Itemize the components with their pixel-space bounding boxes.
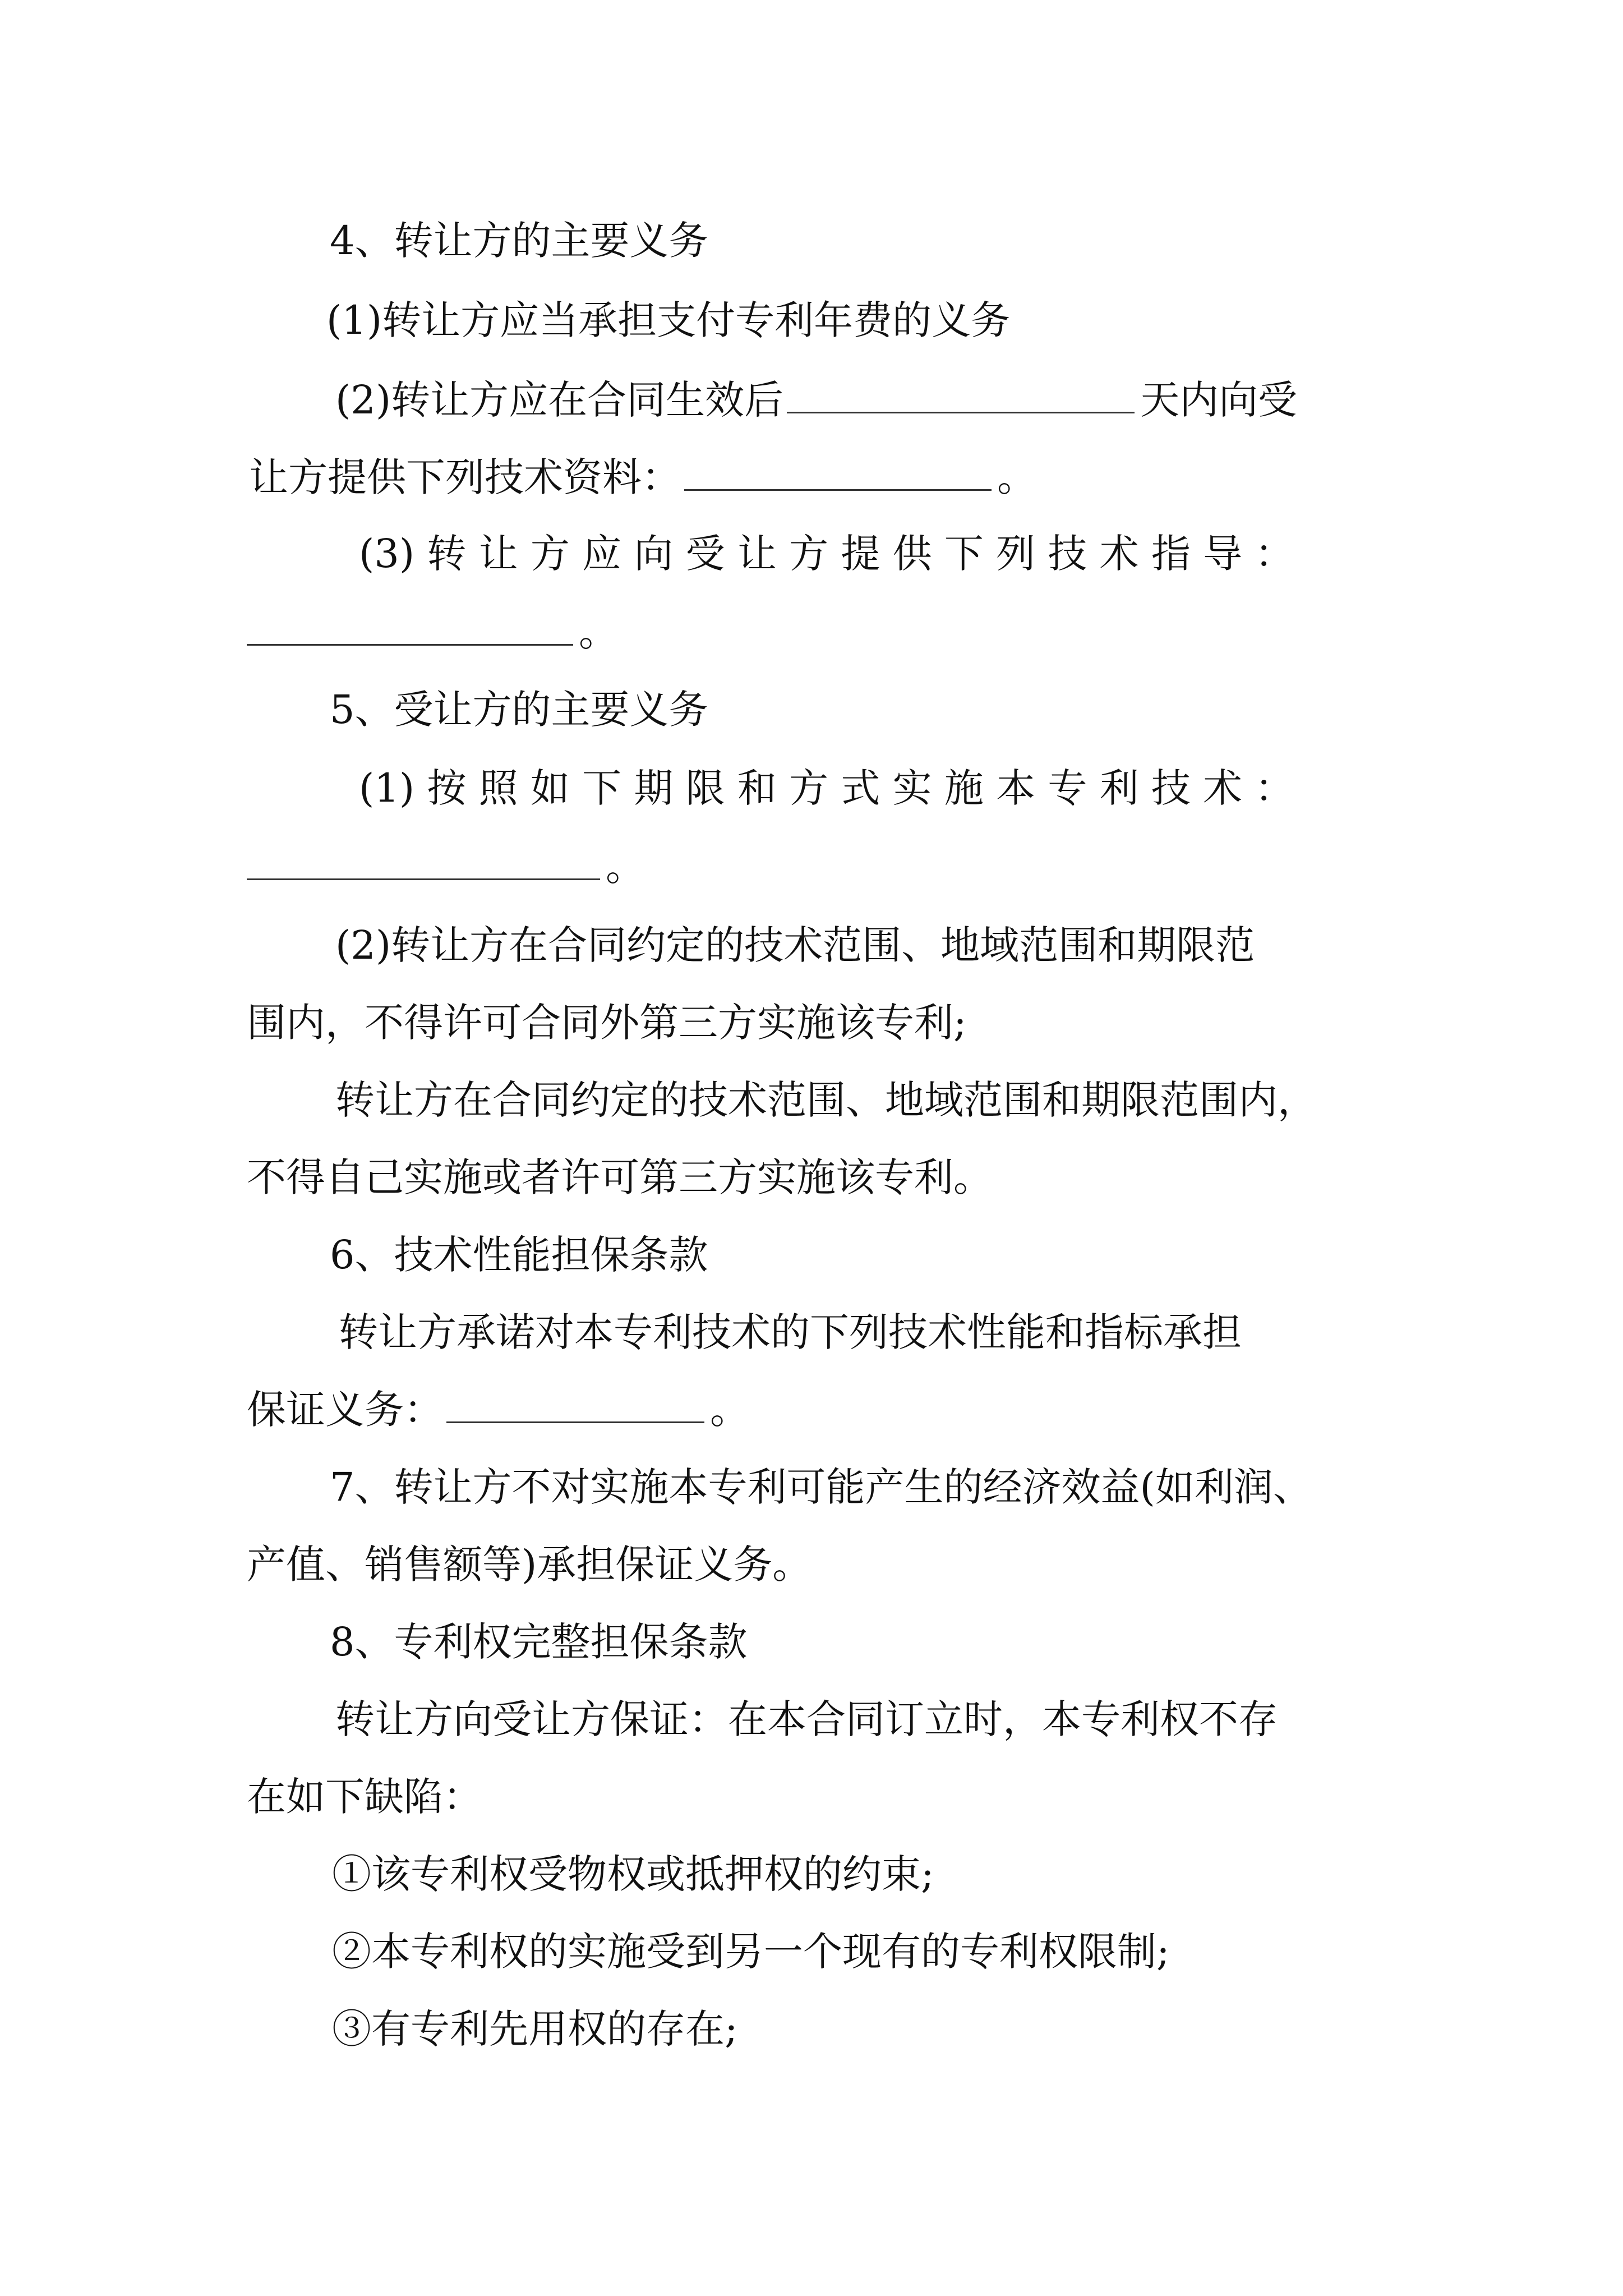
line-text: 。 [997,454,1036,500]
fill-in-blank-performance-indicators[interactable] [446,1395,704,1423]
line-text: 围内，不得许可合同外第三方实施该专利; [247,1000,967,1046]
line-text: 。 [710,1387,749,1433]
line-text: 转让方承诺对本专利技术的下列技术性能和指标承担 [339,1309,1242,1355]
list-item [332,1921,1398,1982]
clause-line [247,836,1312,898]
clause-line [247,1147,1312,1208]
clause-line [335,1069,1401,1131]
line-text: (1) 按 照 如 下 期 限 和 方 式 实 施 本 专 利 技 术 ： [359,765,1294,811]
clause-line [335,914,1401,976]
line-text: (2)转让方在合同约定的技术范围、地域范围和期限范 [335,922,1255,968]
line-text: 天内向受 [1140,377,1298,423]
section-heading-economic-benefit [330,1456,1395,1518]
clause-line [247,992,1312,1053]
clause-line [339,1301,1404,1363]
line-text: 转让方向受让方保证：在本合同订立时，本专利权不存 [335,1696,1278,1742]
clause-line [326,289,1392,351]
line-text: 5、受让方的主要义务 [330,687,708,733]
section-heading-performance-guarantee [330,1224,1395,1286]
line-text: 在如下缺陷： [247,1774,482,1820]
line-text: 让方提供下列技术资料： [249,454,681,500]
line-text: 不得自己实施或者许可第三方实施该专利。 [247,1154,993,1200]
section-heading-transferor-obligations [330,210,1395,272]
fill-in-blank-technical-materials[interactable] [684,462,992,491]
line-text: ②本专利权的实施受到另一个现有的专利权限制; [332,1929,1170,1975]
line-text: 保证义务： [247,1387,443,1433]
clause-line [249,447,1315,508]
clause-line [335,369,1401,431]
section-heading-patent-integrity [330,1611,1395,1673]
clause-line [359,523,1380,585]
line-text: (1)转让方应当承担支付专利年费的义务 [326,297,1011,343]
fill-in-blank-days[interactable] [787,385,1135,413]
line-text: (2)转让方应在合同生效后 [335,377,784,423]
clause-line [335,1688,1401,1750]
line-text: 产值、销售额等)承担保证义务。 [247,1542,812,1588]
line-text: 。 [606,844,645,890]
clause-line [247,601,1312,663]
line-text: 8、专利权完整担保条款 [330,1619,748,1665]
line-text: 7、转让方不对实施本专利可能产生的经济效益(如利润、 [330,1464,1312,1510]
clause-line [247,1379,1312,1441]
fill-in-blank-implementation-method[interactable] [247,852,600,880]
fill-in-blank-technical-guidance[interactable] [247,617,573,646]
line-text: 6、技术性能担保条款 [330,1232,708,1278]
line-text: 转让方在合同约定的技术范围、地域范围和期限范围内， [335,1077,1317,1123]
line-text: 。 [579,609,618,655]
line-text: ①该专利权受物权或抵押权的约束; [332,1851,934,1897]
line-text: (3) 转 让 方 应 向 受 让 方 提 供 下 列 技 术 指 导 ： [359,531,1294,577]
list-item [332,1998,1398,2060]
section-heading-transferee-obligations [330,679,1395,740]
clause-line [247,1534,1312,1595]
clause-line [247,1766,1312,1828]
line-text: 4、转让方的主要义务 [330,218,708,264]
line-text: ③有专利先用权的存在; [332,2006,738,2052]
list-item [332,1843,1398,1905]
clause-line [359,757,1380,819]
